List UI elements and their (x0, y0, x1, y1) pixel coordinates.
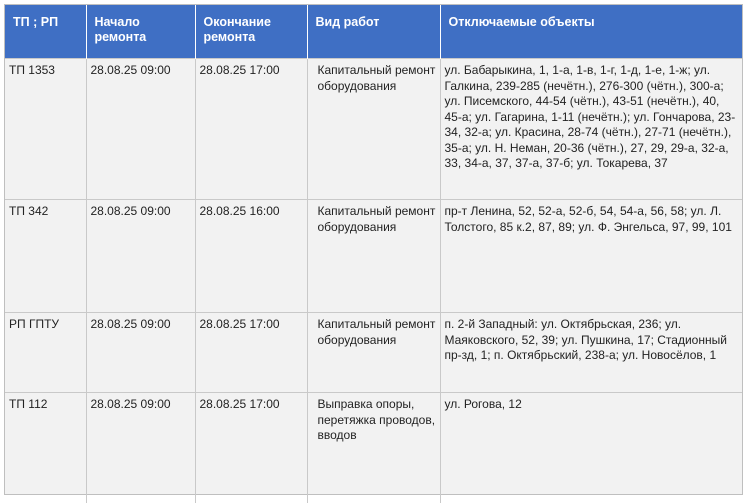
cell-start: 28.08.25 09:00 (86, 59, 195, 200)
table-row (5, 200, 742, 313)
cell-end: 28.08.25 16:00 (195, 200, 307, 313)
table-header-row (5, 5, 742, 59)
cell-tp: ТП 112 (5, 393, 86, 503)
outage-schedule-panel (4, 4, 743, 495)
table-row (5, 313, 742, 393)
cell-tp: ТП 1353 (5, 59, 86, 200)
cell-start: 28.08.25 09:00 (86, 393, 195, 503)
outage-table (5, 5, 742, 503)
header-tp: ТП ; РП (5, 5, 86, 59)
cell-end: 28.08.25 17:00 (195, 393, 307, 503)
cell-objects: ул. Рогова, 12 (440, 393, 742, 503)
cell-start: 28.08.25 09:00 (86, 313, 195, 393)
header-start: Начало ремонта (86, 5, 195, 59)
table-row (5, 59, 742, 200)
cell-work: Капитальный ремонт оборудования (307, 200, 440, 313)
cell-work: Капитальный ремонт оборудования (307, 59, 440, 200)
cell-tp: РП ГПТУ (5, 313, 86, 393)
cell-end: 28.08.25 17:00 (195, 59, 307, 200)
cell-objects: ул. Бабарыкина, 1, 1-а, 1-в, 1-г, 1-д, 1-е, 1-ж; ул. Галкина, 239-285 (нечётн.), 276-300 (чётн.), 300-а; ул. Писемского, 44-54 (чётн.), 43-51 (нечётн.), 40, 45-а; ул. Гагарина, 1-11 (нечётн.); ул. Гончарова, 23-34, 32-а; ул. Красина, 28-74 (чётн.), 27-71 (нечётн.), 35-а; ул. Н. Неман, 20-36 (чётн.), 27, 29, 29-а, 32-а, 33, 34-а, 37, 37-а, 37-б; ул. Токарева, 37 (440, 59, 742, 200)
header-objects: Отключаемые объекты (440, 5, 742, 59)
cell-start: 28.08.25 09:00 (86, 200, 195, 313)
cell-work: Выправка опоры, перетяжка проводов, вводов (307, 393, 440, 503)
table-row (5, 393, 742, 503)
cell-end: 28.08.25 17:00 (195, 313, 307, 393)
cell-objects: п. 2-й Западный: ул. Октябрьская, 236; ул. Маяковского, 52, 39; ул. Пушкина, 17; Стадионный пр-зд, 1; п. Октябрьский, 238-а; ул. Новосёлов, 1 (440, 313, 742, 393)
header-end: Окончание ремонта (195, 5, 307, 59)
cell-objects: пр-т Ленина, 52, 52-а, 52-б, 54, 54-а, 56, 58; ул. Л. Толстого, 85 к.2, 87, 89; ул. Ф. Энгельса, 97, 99, 101 (440, 200, 742, 313)
cell-tp: ТП 342 (5, 200, 86, 313)
cell-work: Капитальный ремонт оборудования (307, 313, 440, 393)
header-work: Вид работ (307, 5, 440, 59)
